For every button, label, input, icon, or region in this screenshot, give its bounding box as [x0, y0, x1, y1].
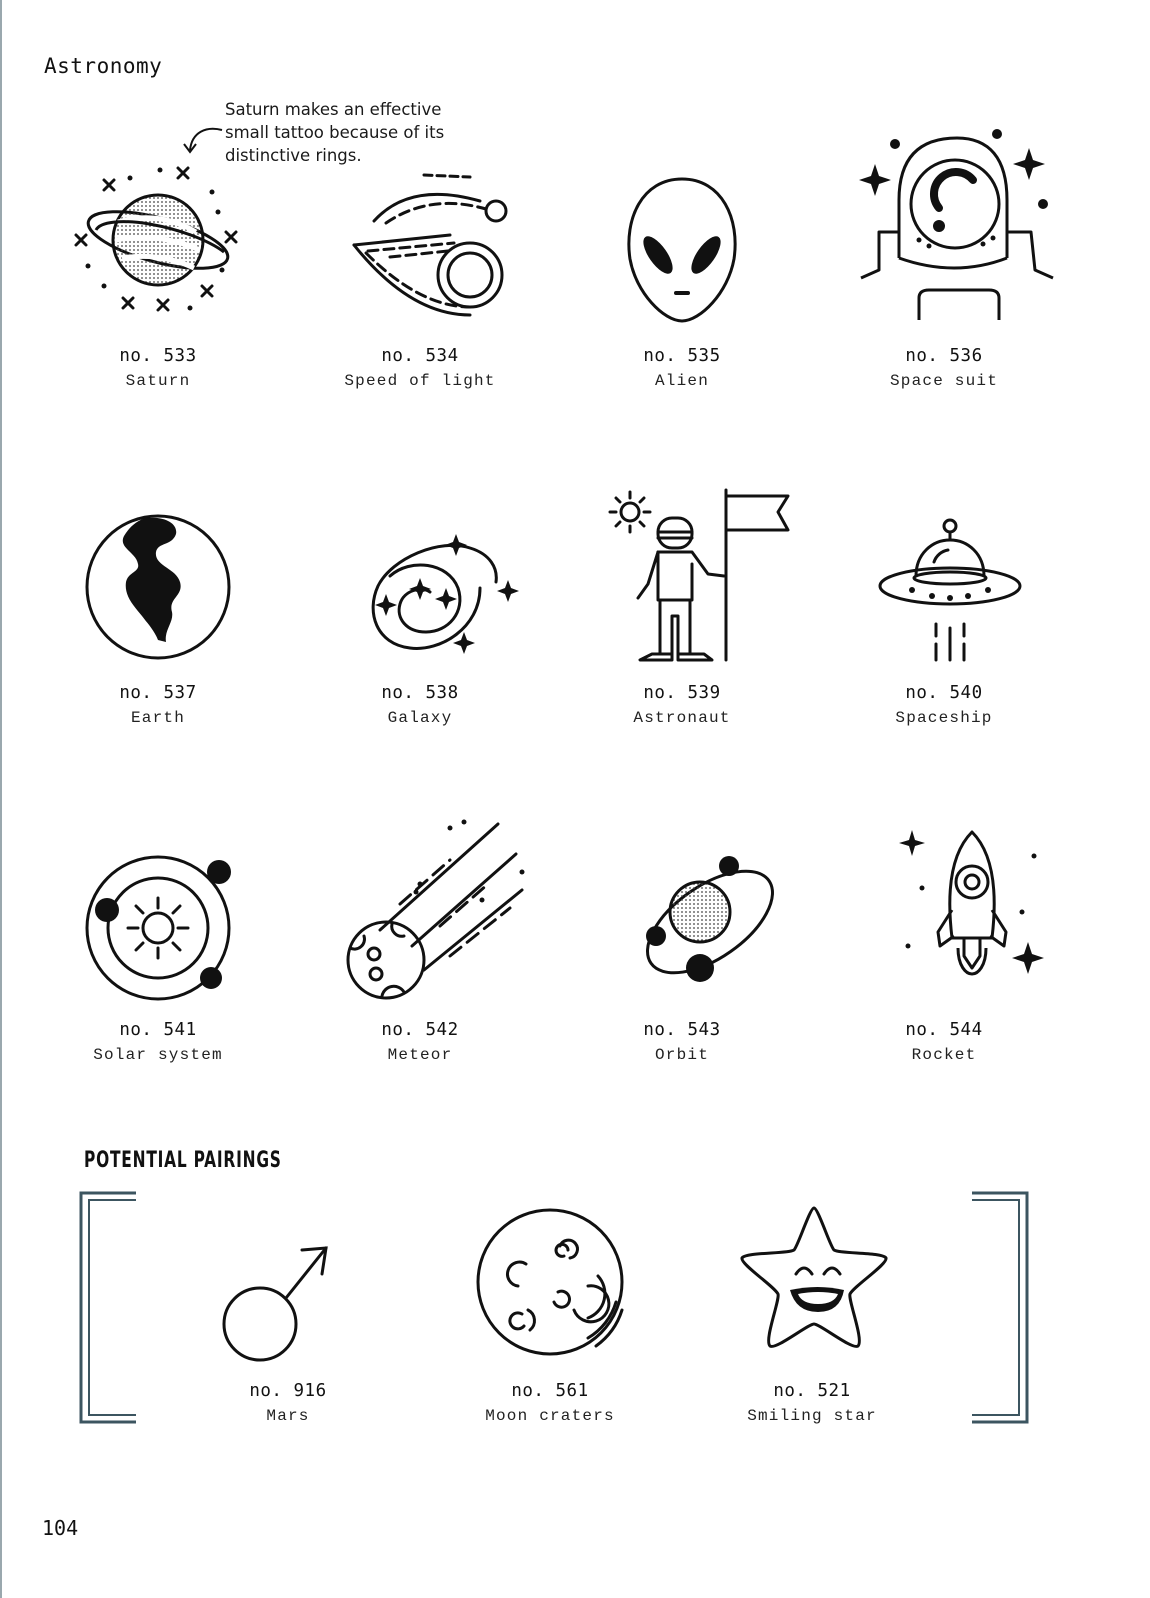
design-number: no. 534	[381, 346, 459, 366]
design-name: Meteor	[387, 1046, 453, 1064]
rocket-icon	[854, 828, 1034, 998]
galaxy-icon	[330, 528, 510, 658]
design-speed-of-light	[300, 165, 540, 325]
design-alien	[562, 175, 802, 325]
pairing-name: Moon craters	[485, 1407, 615, 1425]
pairing-name: Mars	[266, 1407, 310, 1425]
saturn-callout: Saturn makes an effective small tattoo because of its distinctive rings.	[225, 100, 445, 165]
design-name: Spaceship	[895, 709, 993, 727]
pairing-number: no. 521	[773, 1381, 851, 1401]
earth-icon	[68, 512, 248, 662]
design-saturn	[38, 160, 278, 320]
pairing-number: no. 561	[511, 1381, 589, 1401]
design-name: Galaxy	[387, 709, 453, 727]
design-name: Speed of light	[344, 372, 496, 390]
design-space-suit	[824, 128, 1064, 328]
pairing-number: no. 916	[249, 1381, 327, 1401]
design-name: Rocket	[911, 1046, 977, 1064]
pairing-smiling-star	[692, 1200, 932, 1356]
left-bracket-icon	[78, 1190, 142, 1426]
design-rocket	[824, 828, 1064, 998]
meteor-icon	[320, 820, 520, 1010]
page-edge	[0, 0, 2, 1598]
design-name: Earth	[130, 709, 185, 727]
design-number: no. 533	[119, 346, 197, 366]
astronaut-icon	[572, 488, 792, 668]
solar-system-icon	[68, 852, 248, 1002]
page-number: 104	[42, 1516, 79, 1540]
design-number: no. 544	[905, 1020, 983, 1040]
design-galaxy	[300, 528, 540, 658]
callout-arrow-icon	[178, 122, 228, 162]
saturn-icon	[68, 160, 248, 320]
design-number: no. 538	[381, 683, 459, 703]
alien-icon	[592, 175, 772, 325]
smiling-star-icon	[722, 1200, 902, 1356]
design-astronaut	[562, 488, 802, 668]
pairing-moon-craters	[430, 1206, 670, 1360]
design-name: Astronaut	[633, 709, 731, 727]
comet-icon	[330, 165, 510, 325]
ufo-icon	[854, 516, 1034, 666]
mars-symbol-icon	[218, 1240, 358, 1370]
design-number: no. 542	[381, 1020, 459, 1040]
design-number: no. 539	[643, 683, 721, 703]
design-number: no. 540	[905, 683, 983, 703]
moon-icon	[470, 1206, 630, 1360]
orbit-icon	[592, 850, 772, 1000]
pairings-title: POTENTIAL PAIRINGS	[84, 1148, 282, 1173]
design-number: no. 543	[643, 1020, 721, 1040]
design-number: no. 537	[119, 683, 197, 703]
design-solar-system	[38, 852, 278, 1002]
section-title: Astronomy	[44, 54, 163, 78]
design-name: Alien	[654, 372, 709, 390]
design-spaceship	[824, 516, 1064, 666]
space-suit-icon	[839, 128, 1049, 328]
design-number: no. 535	[643, 346, 721, 366]
design-name: Saturn	[125, 372, 191, 390]
design-number: no. 536	[905, 346, 983, 366]
design-name: Orbit	[654, 1046, 709, 1064]
design-number: no. 541	[119, 1020, 197, 1040]
design-orbit	[562, 850, 802, 1000]
design-name: Solar system	[93, 1046, 223, 1064]
design-earth	[38, 512, 278, 662]
pairing-name: Smiling star	[747, 1407, 877, 1425]
design-name: Space suit	[889, 372, 998, 390]
design-meteor	[300, 820, 540, 1010]
right-bracket-icon	[968, 1190, 1032, 1426]
pairing-mars	[168, 1240, 408, 1370]
